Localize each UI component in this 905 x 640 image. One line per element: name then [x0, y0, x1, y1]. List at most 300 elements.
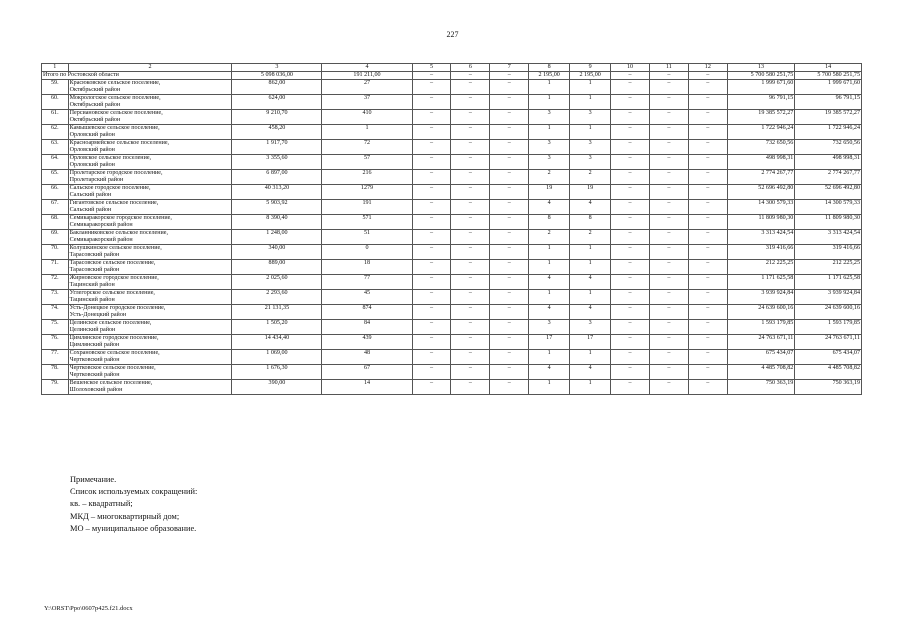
value-cell: –	[412, 230, 451, 245]
value-cell: 2	[570, 170, 611, 185]
value-cell: –	[412, 215, 451, 230]
value-cell: –	[611, 200, 650, 215]
value-cell: –	[490, 215, 529, 230]
table-row	[42, 350, 862, 365]
table-row	[42, 245, 862, 260]
value-cell: –	[451, 110, 490, 125]
value-cell: 3	[570, 110, 611, 125]
value-cell: 2 774 267,77	[795, 170, 862, 185]
district-line: Тарасовский район	[69, 266, 120, 273]
value-cell: –	[490, 80, 529, 95]
header-cell: 2	[68, 64, 232, 72]
value-cell: –	[688, 380, 727, 395]
value-cell: –	[611, 230, 650, 245]
value-cell: 1	[570, 245, 611, 260]
value-cell: 1 171 625,58	[795, 275, 862, 290]
value-cell: –	[611, 140, 650, 155]
value-cell: 4 485 708,82	[795, 365, 862, 380]
value-cell: 2 025,60	[232, 275, 322, 290]
value-cell: –	[688, 80, 727, 95]
value-cell: 21 131,35	[232, 305, 322, 320]
settlement-line: Мокрологское сельское поселение,	[69, 95, 161, 101]
value-cell: 57	[322, 155, 412, 170]
value-cell: –	[451, 365, 490, 380]
table-row	[42, 335, 862, 350]
value-cell: 19	[570, 185, 611, 200]
header-cell: 9	[570, 64, 611, 72]
value-cell: –	[611, 290, 650, 305]
value-cell: –	[688, 110, 727, 125]
value-cell: 1 917,70	[232, 140, 322, 155]
table-row	[42, 155, 862, 170]
value-cell: 1	[529, 80, 570, 95]
value-cell: –	[611, 125, 650, 140]
value-cell: –	[412, 365, 451, 380]
value-cell: 732 650,56	[795, 140, 862, 155]
value-cell: 3 355,60	[232, 155, 322, 170]
value-cell: –	[649, 185, 688, 200]
value-cell: –	[412, 200, 451, 215]
settlement-line: Углегорское сельское поселение,	[69, 290, 155, 296]
value-cell: –	[649, 305, 688, 320]
district-line: Чертковский район	[69, 371, 120, 378]
value-cell: 67	[322, 365, 412, 380]
district-line: Цимлянский район	[69, 341, 120, 348]
value-cell: 1 171 625,58	[727, 275, 795, 290]
header-cell: 11	[649, 64, 688, 72]
value-cell: –	[688, 290, 727, 305]
value-cell: –	[412, 350, 451, 365]
district-line: Целинский район	[69, 326, 116, 333]
value-cell: 2 293,60	[232, 290, 322, 305]
value-cell: –	[490, 275, 529, 290]
settlement-line: Чертковское сельское поселение,	[69, 365, 156, 371]
value-cell: –	[412, 140, 451, 155]
table-row	[42, 80, 862, 95]
district-line: Тацинский район	[69, 296, 115, 303]
value-cell: –	[490, 350, 529, 365]
file-path-footer: Y:\ORST\Ppo\0607p425.f21.docx	[44, 605, 133, 612]
value-cell: 889,00	[232, 260, 322, 275]
total-cell: 2 195,00	[529, 72, 570, 80]
value-cell: –	[412, 260, 451, 275]
value-cell: 1 722 946,24	[795, 125, 862, 140]
value-cell: 675 434,07	[727, 350, 795, 365]
value-cell: 52 696 492,80	[727, 185, 795, 200]
value-cell: –	[412, 125, 451, 140]
value-cell: 1 248,00	[232, 230, 322, 245]
value-cell: –	[412, 80, 451, 95]
row-number: 71.	[42, 260, 69, 275]
row-number: 69.	[42, 230, 69, 245]
value-cell: 319 416,66	[795, 245, 862, 260]
district-line: Орловский район	[69, 146, 115, 153]
value-cell: –	[412, 110, 451, 125]
settlement-line: Красноармейское сельское поселение,	[69, 140, 170, 146]
settlement-name	[68, 275, 232, 290]
value-cell: 340,00	[232, 245, 322, 260]
settlement-line: Красюковское сельское поселение,	[69, 80, 161, 86]
settlement-name	[68, 110, 232, 125]
row-number: 70.	[42, 245, 69, 260]
total-cell: –	[451, 72, 490, 80]
value-cell: –	[649, 350, 688, 365]
value-cell: –	[412, 155, 451, 170]
value-cell: 1	[529, 125, 570, 140]
district-line: Шолоховский район	[69, 386, 123, 393]
value-cell: –	[412, 290, 451, 305]
value-cell: –	[649, 110, 688, 125]
table-row	[42, 290, 862, 305]
value-cell: –	[649, 80, 688, 95]
value-cell: –	[649, 365, 688, 380]
row-number: 62.	[42, 125, 69, 140]
value-cell: 77	[322, 275, 412, 290]
value-cell: –	[490, 290, 529, 305]
table-row	[42, 215, 862, 230]
value-cell: –	[649, 260, 688, 275]
value-cell: 410	[322, 110, 412, 125]
row-number: 78.	[42, 365, 69, 380]
value-cell: –	[611, 380, 650, 395]
value-cell: –	[688, 245, 727, 260]
value-cell: –	[451, 170, 490, 185]
value-cell: –	[688, 275, 727, 290]
value-cell: –	[649, 155, 688, 170]
value-cell: 4	[570, 275, 611, 290]
value-cell: 84	[322, 320, 412, 335]
total-cell: –	[611, 72, 650, 80]
value-cell: 24 639 600,16	[795, 305, 862, 320]
value-cell: 212 225,25	[727, 260, 795, 275]
value-cell: 51	[322, 230, 412, 245]
value-cell: –	[688, 140, 727, 155]
table-row	[42, 185, 862, 200]
row-number: 75.	[42, 320, 69, 335]
value-cell: 4	[570, 305, 611, 320]
value-cell: –	[490, 320, 529, 335]
value-cell: –	[490, 185, 529, 200]
table-row	[42, 365, 862, 380]
value-cell: –	[611, 245, 650, 260]
settlement-line: Цимлянское городское поселение,	[69, 335, 159, 341]
value-cell: 458,20	[232, 125, 322, 140]
settlement-name	[68, 365, 232, 380]
value-cell: 439	[322, 335, 412, 350]
value-cell: 390,00	[232, 380, 322, 395]
value-cell: –	[611, 95, 650, 110]
data-table	[41, 63, 862, 395]
value-cell: 212 225,25	[795, 260, 862, 275]
value-cell: –	[649, 335, 688, 350]
header-cell: 5	[412, 64, 451, 72]
settlement-line: Усть-Донецкое городское поселение,	[69, 305, 166, 311]
row-number: 73.	[42, 290, 69, 305]
value-cell: 319 416,66	[727, 245, 795, 260]
value-cell: –	[649, 140, 688, 155]
value-cell: 750 363,19	[795, 380, 862, 395]
value-cell: 1	[570, 350, 611, 365]
header-cell: 12	[688, 64, 727, 72]
value-cell: 4	[570, 365, 611, 380]
value-cell: –	[451, 305, 490, 320]
settlement-line: Гигантовское сельское поселение,	[69, 200, 159, 206]
value-cell: –	[611, 185, 650, 200]
value-cell: 2	[529, 170, 570, 185]
value-cell: 3	[570, 140, 611, 155]
row-number: 67.	[42, 200, 69, 215]
district-line: Орловский район	[69, 161, 115, 168]
value-cell: 1	[570, 95, 611, 110]
value-cell: –	[649, 380, 688, 395]
district-line: Октябрьский район	[69, 116, 121, 123]
settlement-name	[68, 95, 232, 110]
value-cell: 3 313 424,54	[795, 230, 862, 245]
row-number: 60.	[42, 95, 69, 110]
row-number: 59.	[42, 80, 69, 95]
row-number: 64.	[42, 155, 69, 170]
value-cell: –	[451, 155, 490, 170]
value-cell: 4	[570, 200, 611, 215]
value-cell: 4	[529, 365, 570, 380]
value-cell: 11 809 980,30	[727, 215, 795, 230]
value-cell: –	[649, 170, 688, 185]
settlement-name	[68, 185, 232, 200]
value-cell: –	[490, 110, 529, 125]
value-cell: –	[649, 95, 688, 110]
value-cell: –	[451, 200, 490, 215]
settlement-line: Сальское городское поселение,	[69, 185, 151, 191]
value-cell: –	[490, 380, 529, 395]
value-cell: 4	[529, 305, 570, 320]
value-cell: –	[451, 290, 490, 305]
value-cell: –	[611, 305, 650, 320]
value-cell: –	[412, 170, 451, 185]
settlement-line: Вешенское сельское поселение,	[69, 380, 153, 386]
value-cell: 1279	[322, 185, 412, 200]
value-cell: 19 385 572,27	[727, 110, 795, 125]
value-cell: 17	[570, 335, 611, 350]
value-cell: –	[649, 125, 688, 140]
value-cell: –	[490, 170, 529, 185]
value-cell: –	[490, 95, 529, 110]
value-cell: 1	[570, 80, 611, 95]
value-cell: 624,00	[232, 95, 322, 110]
value-cell: 862,00	[232, 80, 322, 95]
value-cell: –	[490, 260, 529, 275]
district-line: Орловский район	[69, 131, 115, 138]
value-cell: 1 676,30	[232, 365, 322, 380]
value-cell: 3	[570, 320, 611, 335]
value-cell: 1 999 671,60	[795, 80, 862, 95]
header-cell: 14	[795, 64, 862, 72]
header-cell: 7	[490, 64, 529, 72]
value-cell: –	[412, 275, 451, 290]
settlement-name	[68, 140, 232, 155]
table-row	[42, 275, 862, 290]
value-cell: 1	[570, 380, 611, 395]
value-cell: 40 313,20	[232, 185, 322, 200]
value-cell: –	[611, 110, 650, 125]
table-row	[42, 260, 862, 275]
district-line: Тарасовский район	[69, 251, 120, 258]
row-number: 74.	[42, 305, 69, 320]
value-cell: –	[688, 335, 727, 350]
table-row	[42, 95, 862, 110]
header-cell: 8	[529, 64, 570, 72]
value-cell: –	[490, 140, 529, 155]
value-cell: 675 434,07	[795, 350, 862, 365]
row-number: 79.	[42, 380, 69, 395]
settlement-name	[68, 215, 232, 230]
abbreviation-item: МКД – многоквартирный дом;	[70, 511, 180, 521]
value-cell: –	[688, 215, 727, 230]
value-cell: 1 069,00	[232, 350, 322, 365]
total-cell: –	[688, 72, 727, 80]
value-cell: 9 210,70	[232, 110, 322, 125]
table-body	[42, 64, 862, 395]
row-number: 61.	[42, 110, 69, 125]
value-cell: 732 650,56	[727, 140, 795, 155]
value-cell: –	[490, 305, 529, 320]
total-row	[42, 72, 862, 80]
district-line: Семикаракорский район	[69, 236, 133, 243]
value-cell: 17	[529, 335, 570, 350]
settlement-name	[68, 230, 232, 245]
settlement-name	[68, 380, 232, 395]
value-cell: –	[412, 185, 451, 200]
settlement-line: Целинское сельское поселение,	[69, 320, 152, 326]
value-cell: 3 313 424,54	[727, 230, 795, 245]
value-cell: 1	[529, 350, 570, 365]
value-cell: 37	[322, 95, 412, 110]
total-cell: 191 211,00	[322, 72, 412, 80]
value-cell: –	[688, 260, 727, 275]
total-cell: –	[412, 72, 451, 80]
value-cell: 1	[529, 95, 570, 110]
value-cell: –	[451, 215, 490, 230]
value-cell: 750 363,19	[727, 380, 795, 395]
value-cell: –	[688, 200, 727, 215]
total-cell: –	[490, 72, 529, 80]
value-cell: 1	[529, 260, 570, 275]
value-cell: –	[611, 155, 650, 170]
value-cell: –	[412, 95, 451, 110]
total-cell: 5 700 580 251,75	[727, 72, 795, 80]
value-cell: –	[611, 170, 650, 185]
district-line: Сальский район	[69, 206, 112, 213]
header-cell: 10	[611, 64, 650, 72]
value-cell: 1	[322, 125, 412, 140]
value-cell: –	[649, 230, 688, 245]
value-cell: 19	[529, 185, 570, 200]
settlement-name	[68, 80, 232, 95]
value-cell: –	[649, 200, 688, 215]
page-number: 227	[446, 30, 459, 39]
value-cell: –	[490, 365, 529, 380]
district-line: Чертковский район	[69, 356, 120, 363]
value-cell: 3	[529, 110, 570, 125]
district-line: Семикаракорский район	[69, 221, 133, 228]
value-cell: –	[490, 230, 529, 245]
value-cell: 14 300 579,33	[727, 200, 795, 215]
value-cell: –	[688, 305, 727, 320]
value-cell: –	[688, 350, 727, 365]
district-line: Сальский район	[69, 191, 112, 198]
value-cell: 11 809 980,30	[795, 215, 862, 230]
value-cell: –	[490, 245, 529, 260]
row-number: 66.	[42, 185, 69, 200]
value-cell: –	[688, 170, 727, 185]
value-cell: –	[611, 320, 650, 335]
value-cell: 18	[322, 260, 412, 275]
value-cell: 874	[322, 305, 412, 320]
value-cell: 5 903,92	[232, 200, 322, 215]
value-cell: 3	[529, 140, 570, 155]
value-cell: 3	[529, 320, 570, 335]
table-row	[42, 200, 862, 215]
settlement-name	[68, 155, 232, 170]
value-cell: 1 593 179,85	[727, 320, 795, 335]
table-row	[42, 320, 862, 335]
value-cell: 498 998,31	[727, 155, 795, 170]
abbreviation-item: кв. – квадратный;	[70, 499, 133, 509]
value-cell: –	[451, 95, 490, 110]
value-cell: 24 763 671,11	[727, 335, 795, 350]
settlement-name	[68, 320, 232, 335]
settlement-name	[68, 170, 232, 185]
value-cell: –	[451, 380, 490, 395]
settlement-name	[68, 200, 232, 215]
settlement-line: Семикаракорское городское поселение,	[69, 215, 172, 221]
settlement-name	[68, 305, 232, 320]
total-label: Итого по Ростовской области	[42, 72, 232, 80]
value-cell: 27	[322, 80, 412, 95]
settlement-name	[68, 335, 232, 350]
value-cell: –	[611, 365, 650, 380]
settlement-line: Колушкинское сельское поселение,	[69, 245, 162, 251]
value-cell: 96 791,15	[795, 95, 862, 110]
value-cell: –	[490, 335, 529, 350]
settlement-name	[68, 290, 232, 305]
value-cell: 1 593 179,85	[795, 320, 862, 335]
settlement-name	[68, 260, 232, 275]
header-cell: 1	[42, 64, 69, 72]
value-cell: 2	[570, 230, 611, 245]
value-cell: 2	[529, 230, 570, 245]
value-cell: –	[490, 155, 529, 170]
value-cell: –	[451, 80, 490, 95]
value-cell: –	[451, 185, 490, 200]
settlement-line: Орловское сельское поселение,	[69, 155, 152, 161]
row-number: 68.	[42, 215, 69, 230]
value-cell: –	[490, 200, 529, 215]
settlement-line: Бакланниковское сельское поселение,	[69, 230, 168, 236]
value-cell: 4	[529, 200, 570, 215]
value-cell: –	[611, 80, 650, 95]
header-cell: 3	[232, 64, 322, 72]
value-cell: –	[412, 320, 451, 335]
value-cell: 1 999 671,60	[727, 80, 795, 95]
note-block	[70, 474, 197, 535]
header-cell: 13	[727, 64, 795, 72]
value-cell: –	[611, 275, 650, 290]
total-cell: 5 098 036,00	[232, 72, 322, 80]
value-cell: –	[412, 335, 451, 350]
value-cell: 1	[529, 290, 570, 305]
value-cell: 3 939 924,84	[795, 290, 862, 305]
value-cell: –	[611, 215, 650, 230]
